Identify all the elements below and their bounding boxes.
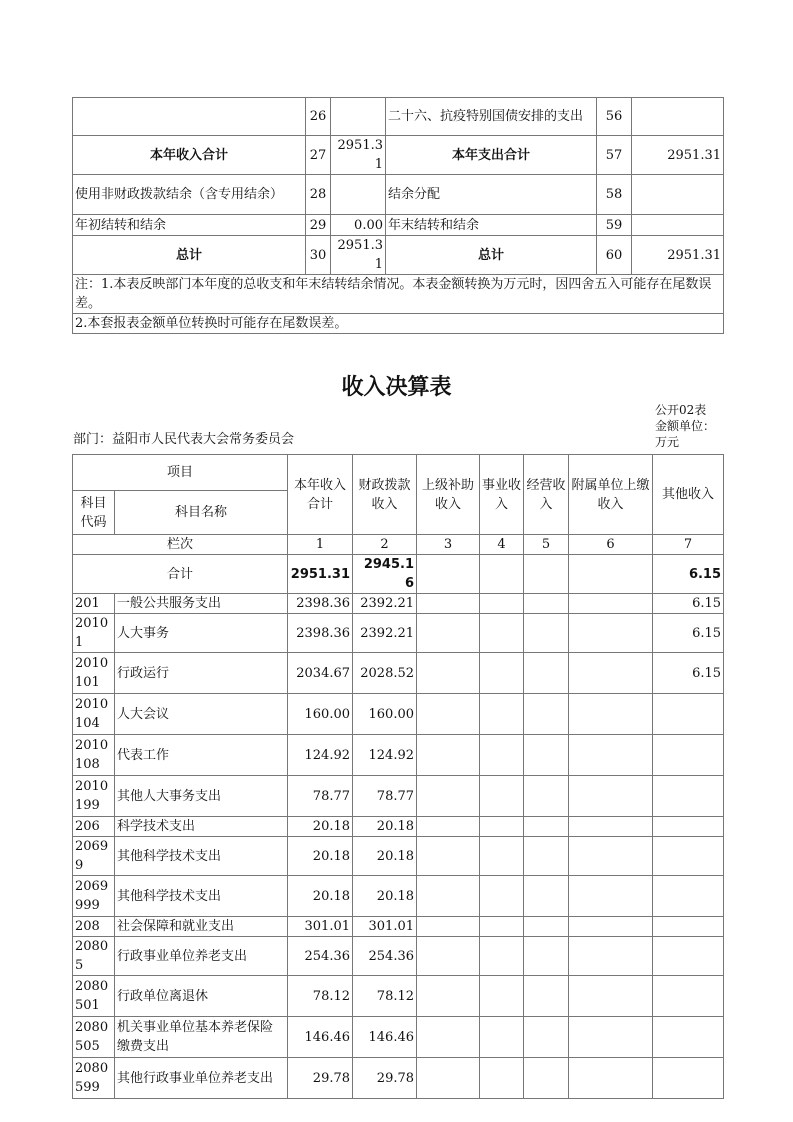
amount	[417, 1017, 480, 1058]
subject-name: 社会保障和就业支出	[115, 917, 288, 937]
row-index: 7	[653, 535, 724, 555]
summary-table	[72, 97, 724, 334]
income-item: 总计	[73, 236, 306, 275]
table-row	[73, 614, 724, 653]
table-row	[73, 98, 724, 136]
expense-item: 结余分配	[386, 175, 597, 215]
table-row	[73, 175, 724, 215]
table-row	[73, 837, 724, 876]
income-item	[73, 98, 306, 136]
amount: 78.77	[288, 776, 353, 817]
line-number: 29	[306, 215, 331, 236]
amount	[653, 735, 724, 776]
subject-code: 20101	[73, 614, 115, 653]
line-number: 26	[306, 98, 331, 136]
line-number: 59	[597, 215, 632, 236]
amount: 20.18	[288, 817, 353, 837]
expense-item: 年末结转和结余	[386, 215, 597, 236]
amount	[524, 614, 569, 653]
amount: 6.15	[653, 653, 724, 694]
income-item: 本年收入合计	[73, 136, 306, 175]
amount	[524, 776, 569, 817]
note-row	[73, 275, 724, 314]
row-index: 6	[569, 535, 653, 555]
amount	[524, 937, 569, 976]
subject-name: 行政运行	[115, 653, 288, 694]
subject-code: 206	[73, 817, 115, 837]
line-number: 27	[306, 136, 331, 175]
line-number: 28	[306, 175, 331, 215]
amount	[569, 876, 653, 917]
amount	[480, 876, 524, 917]
amount	[480, 653, 524, 694]
amount	[524, 1017, 569, 1058]
subject-name: 科学技术支出	[115, 817, 288, 837]
amount	[524, 817, 569, 837]
header-col-5: 经营收入	[524, 455, 569, 535]
row-index: 1	[288, 535, 353, 555]
amount	[653, 1017, 724, 1058]
line-number: 57	[597, 136, 632, 175]
amount	[524, 694, 569, 735]
subject-code: 2010108	[73, 735, 115, 776]
amount: 2028.52	[353, 653, 417, 694]
amount: 29.78	[288, 1058, 353, 1099]
amount	[569, 917, 653, 937]
total-value: 2951.31	[288, 555, 353, 594]
amount: 6.15	[653, 614, 724, 653]
amount	[569, 1058, 653, 1099]
row-index: 4	[480, 535, 524, 555]
table-row	[73, 653, 724, 694]
header-col-2: 财政拨款收入	[353, 455, 417, 535]
amount	[524, 594, 569, 614]
subject-code: 208	[73, 917, 115, 937]
amount: 301.01	[353, 917, 417, 937]
subject-name: 机关事业单位基本养老保险缴费支出	[115, 1017, 288, 1058]
expense-item: 二十六、抗疫特别国债安排的支出	[386, 98, 597, 136]
subject-code: 2010104	[73, 694, 115, 735]
amount	[524, 976, 569, 1017]
amount: 2392.21	[353, 614, 417, 653]
total-value	[569, 555, 653, 594]
amount	[417, 917, 480, 937]
header-code: 科目代码	[73, 491, 115, 535]
subject-code: 2080505	[73, 1017, 115, 1058]
amount	[524, 735, 569, 776]
amount: 78.12	[353, 976, 417, 1017]
amount	[569, 817, 653, 837]
amount	[653, 917, 724, 937]
amount-unit: 金额单位：万元	[655, 419, 716, 449]
amount	[417, 735, 480, 776]
amount	[480, 817, 524, 837]
table-row	[73, 876, 724, 917]
table-row	[73, 917, 724, 937]
note-1: 注：1.本表反映部门本年度的总收支和年末结转结余情况。本表金额转换为万元时，因四舍五入可能存在尾数误差。	[73, 275, 724, 314]
table-row	[73, 817, 724, 837]
subject-name: 行政事业单位养老支出	[115, 937, 288, 976]
amount: 2398.36	[288, 594, 353, 614]
amount: 20.18	[353, 817, 417, 837]
amount	[480, 1017, 524, 1058]
amount: 124.92	[353, 735, 417, 776]
page-title: 收入决算表	[341, 375, 452, 400]
amount	[569, 594, 653, 614]
amount: 160.00	[288, 694, 353, 735]
amount	[569, 976, 653, 1017]
note-2: 2.本套报表金额单位转换时可能存在尾数误差。	[73, 314, 724, 334]
line-number: 30	[306, 236, 331, 275]
amount	[417, 937, 480, 976]
subject-name: 其他行政事业单位养老支出	[115, 1058, 288, 1099]
amount: 2034.67	[288, 653, 353, 694]
expense-item: 本年支出合计	[386, 136, 597, 175]
line-number: 56	[597, 98, 632, 136]
table-row	[73, 1058, 724, 1099]
income-amount	[331, 175, 386, 215]
amount	[524, 653, 569, 694]
line-number: 60	[597, 236, 632, 275]
subject-code: 20699	[73, 837, 115, 876]
table-row	[73, 215, 724, 236]
total-value: 2945.16	[353, 555, 417, 594]
table-row	[73, 1017, 724, 1058]
subject-code: 2069999	[73, 876, 115, 917]
subject-name: 人大会议	[115, 694, 288, 735]
subject-name: 代表工作	[115, 735, 288, 776]
subject-code: 20805	[73, 937, 115, 976]
total-row	[73, 555, 724, 594]
amount	[569, 937, 653, 976]
total-value	[480, 555, 524, 594]
amount	[569, 735, 653, 776]
amount	[653, 776, 724, 817]
amount	[480, 917, 524, 937]
expense-amount	[632, 175, 724, 215]
subject-name: 行政单位离退休	[115, 976, 288, 1017]
subject-name: 其他科学技术支出	[115, 876, 288, 917]
amount: 78.77	[353, 776, 417, 817]
header-col-3: 上级补助收入	[417, 455, 480, 535]
amount	[417, 694, 480, 735]
amount	[417, 1058, 480, 1099]
form-number: 公开02表	[655, 403, 707, 417]
income-item: 使用非财政拨款结余（含专用结余）	[73, 175, 306, 215]
row-index-label: 栏次	[73, 535, 288, 555]
subject-code: 2010199	[73, 776, 115, 817]
subject-code: 2080599	[73, 1058, 115, 1099]
total-value: 6.15	[653, 555, 724, 594]
amount	[480, 1058, 524, 1099]
amount	[524, 1058, 569, 1099]
amount: 78.12	[288, 976, 353, 1017]
amount	[569, 614, 653, 653]
subject-name: 其他人大事务支出	[115, 776, 288, 817]
expense-amount: 2951.31	[632, 136, 724, 175]
row-index: 5	[524, 535, 569, 555]
note-row	[73, 314, 724, 334]
subject-name: 一般公共服务支出	[115, 594, 288, 614]
amount	[480, 837, 524, 876]
subject-name: 其他科学技术支出	[115, 837, 288, 876]
amount: 124.92	[288, 735, 353, 776]
total-label: 合计	[73, 555, 288, 594]
header-item: 项目	[73, 455, 288, 491]
income-amount: 2951.31	[331, 136, 386, 175]
table-row	[73, 136, 724, 175]
amount	[653, 976, 724, 1017]
amount: 301.01	[288, 917, 353, 937]
amount	[480, 614, 524, 653]
amount	[417, 614, 480, 653]
amount	[417, 776, 480, 817]
income-amount	[331, 98, 386, 136]
amount	[524, 837, 569, 876]
amount	[653, 694, 724, 735]
amount	[653, 817, 724, 837]
header-col-1: 本年收入合计	[288, 455, 353, 535]
header-name: 科目名称	[115, 491, 288, 535]
amount	[524, 876, 569, 917]
amount	[653, 837, 724, 876]
amount: 20.18	[353, 837, 417, 876]
table-row	[73, 976, 724, 1017]
total-value	[417, 555, 480, 594]
expense-item: 总计	[386, 236, 597, 275]
income-amount: 2951.31	[331, 236, 386, 275]
amount	[417, 837, 480, 876]
total-value	[524, 555, 569, 594]
amount: 160.00	[353, 694, 417, 735]
amount	[569, 837, 653, 876]
amount: 254.36	[288, 937, 353, 976]
subject-code: 2080501	[73, 976, 115, 1017]
amount	[524, 917, 569, 937]
income-amount: 0.00	[331, 215, 386, 236]
amount: 20.18	[288, 837, 353, 876]
row-index: 2	[353, 535, 417, 555]
table-row	[73, 735, 724, 776]
amount	[417, 817, 480, 837]
amount	[480, 937, 524, 976]
amount: 2398.36	[288, 614, 353, 653]
table-row	[73, 236, 724, 275]
expense-amount	[632, 98, 724, 136]
amount	[480, 694, 524, 735]
amount: 2392.21	[353, 594, 417, 614]
amount	[569, 1017, 653, 1058]
row-index: 3	[417, 535, 480, 555]
table-row	[73, 776, 724, 817]
department-label: 部门：益阳市人民代表大会常务委员会	[73, 432, 295, 447]
amount	[417, 594, 480, 614]
line-number: 58	[597, 175, 632, 215]
amount	[480, 594, 524, 614]
amount: 146.46	[288, 1017, 353, 1058]
amount	[480, 735, 524, 776]
amount	[653, 1058, 724, 1099]
amount	[480, 776, 524, 817]
amount	[417, 876, 480, 917]
amount: 6.15	[653, 594, 724, 614]
amount	[569, 776, 653, 817]
subject-name: 人大事务	[115, 614, 288, 653]
subject-code: 201	[73, 594, 115, 614]
amount	[569, 653, 653, 694]
amount	[480, 976, 524, 1017]
expense-amount	[632, 215, 724, 236]
income-table	[72, 454, 724, 1099]
amount	[653, 937, 724, 976]
amount: 254.36	[353, 937, 417, 976]
amount	[417, 976, 480, 1017]
amount: 20.18	[288, 876, 353, 917]
table-row	[73, 594, 724, 614]
amount	[653, 876, 724, 917]
form-unit	[655, 402, 725, 450]
header-col-6: 附属单位上缴收入	[569, 455, 653, 535]
amount: 29.78	[353, 1058, 417, 1099]
header-col-7: 其他收入	[653, 455, 724, 535]
amount: 146.46	[353, 1017, 417, 1058]
expense-amount: 2951.31	[632, 236, 724, 275]
table-row	[73, 694, 724, 735]
income-item: 年初结转和结余	[73, 215, 306, 236]
table-row	[73, 937, 724, 976]
amount	[417, 653, 480, 694]
amount	[569, 694, 653, 735]
subject-code: 2010101	[73, 653, 115, 694]
header-col-4: 事业收入	[480, 455, 524, 535]
amount: 20.18	[353, 876, 417, 917]
